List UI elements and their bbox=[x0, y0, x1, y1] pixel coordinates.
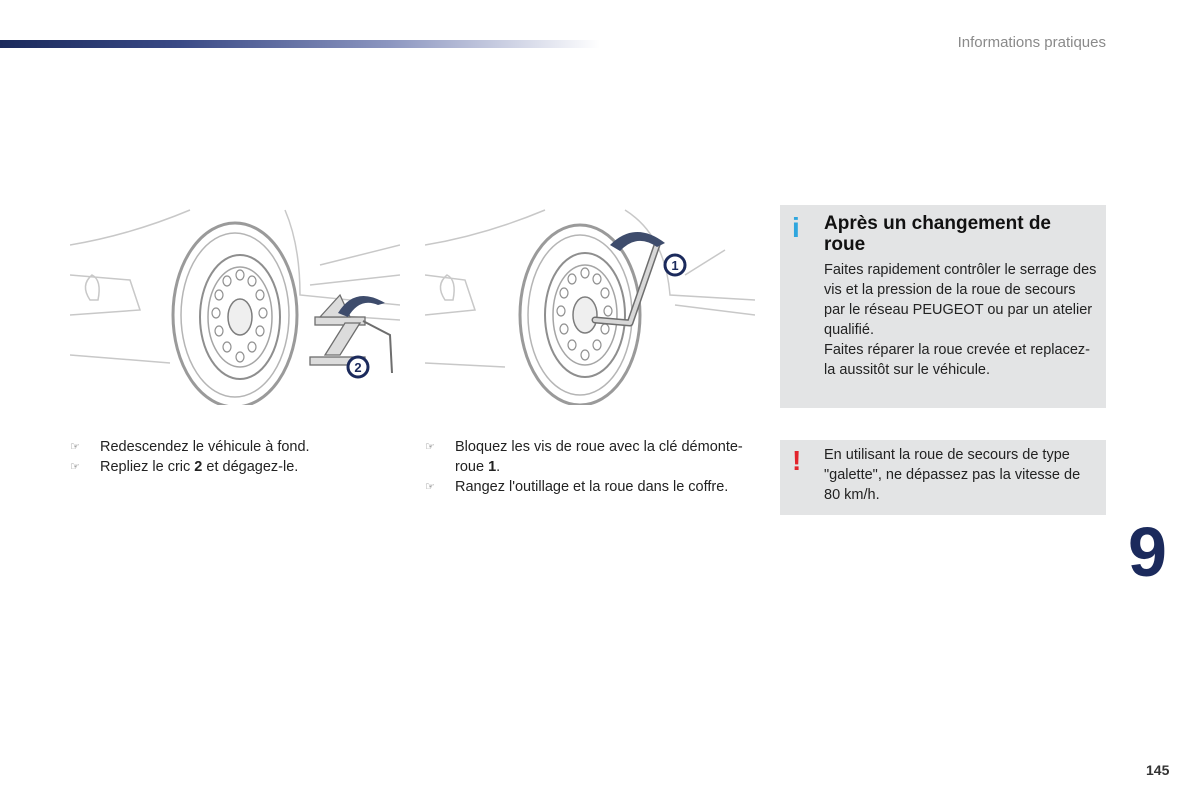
pointing-hand-icon: ☞ bbox=[425, 441, 435, 453]
warning-icon: ! bbox=[792, 445, 802, 476]
header-gradient-bar bbox=[0, 40, 600, 48]
info-box-text: Faites rapidement contrôler le serrage des vis et la pression de la roue de secours par le réseau PEUGEOT ou par un atelier qualifié. Faites réparer la roue crevée et replacez-la aussitôt sur le véhicule. bbox=[824, 262, 1097, 378]
jack-illustration-svg bbox=[70, 205, 400, 405]
wrench-illustration-svg bbox=[425, 205, 755, 405]
warning-box bbox=[780, 440, 1106, 515]
list-item-text-end: . bbox=[496, 459, 501, 475]
left-instruction-list bbox=[70, 437, 390, 477]
callout-2-label: 2 bbox=[354, 360, 362, 375]
pointing-hand-icon: ☞ bbox=[70, 441, 80, 453]
list-item-text-start: Bloquez les vis de roue avec la clé démonte-roue bbox=[455, 439, 743, 475]
warning-box-text: En utilisant la roue de secours de type "galette", ne dépassez pas la vitesse de 80 km/h. bbox=[824, 447, 1081, 503]
info-icon: i bbox=[792, 212, 800, 243]
list-item-text-start: Repliez le cric bbox=[100, 459, 195, 475]
list-item-callout-number: 2 bbox=[194, 459, 203, 475]
list-item bbox=[70, 457, 390, 477]
page-number: 145 bbox=[1146, 762, 1170, 778]
list-item-text: Rangez l'outillage et la roue dans le coffre. bbox=[455, 479, 729, 495]
callout-1-label: 1 bbox=[671, 258, 679, 273]
section-title: Informations pratiques bbox=[957, 34, 1106, 51]
info-box bbox=[780, 205, 1106, 408]
list-item-text-end: et dégagez-le. bbox=[202, 459, 299, 475]
list-item bbox=[425, 437, 755, 477]
illustration-jack-lowered bbox=[70, 205, 400, 405]
pointing-hand-icon: ☞ bbox=[425, 481, 435, 493]
chapter-number: 9 bbox=[1128, 513, 1167, 591]
list-item-callout-number: 1 bbox=[488, 459, 497, 475]
illustration-wheel-wrench bbox=[425, 205, 755, 405]
right-instruction-list bbox=[425, 437, 755, 497]
list-item bbox=[70, 437, 390, 457]
list-item bbox=[425, 477, 755, 497]
pointing-hand-icon: ☞ bbox=[70, 461, 80, 473]
info-box-title: Après un changement de roue bbox=[824, 213, 1051, 255]
list-item-text: Redescendez le véhicule à fond. bbox=[100, 439, 310, 455]
